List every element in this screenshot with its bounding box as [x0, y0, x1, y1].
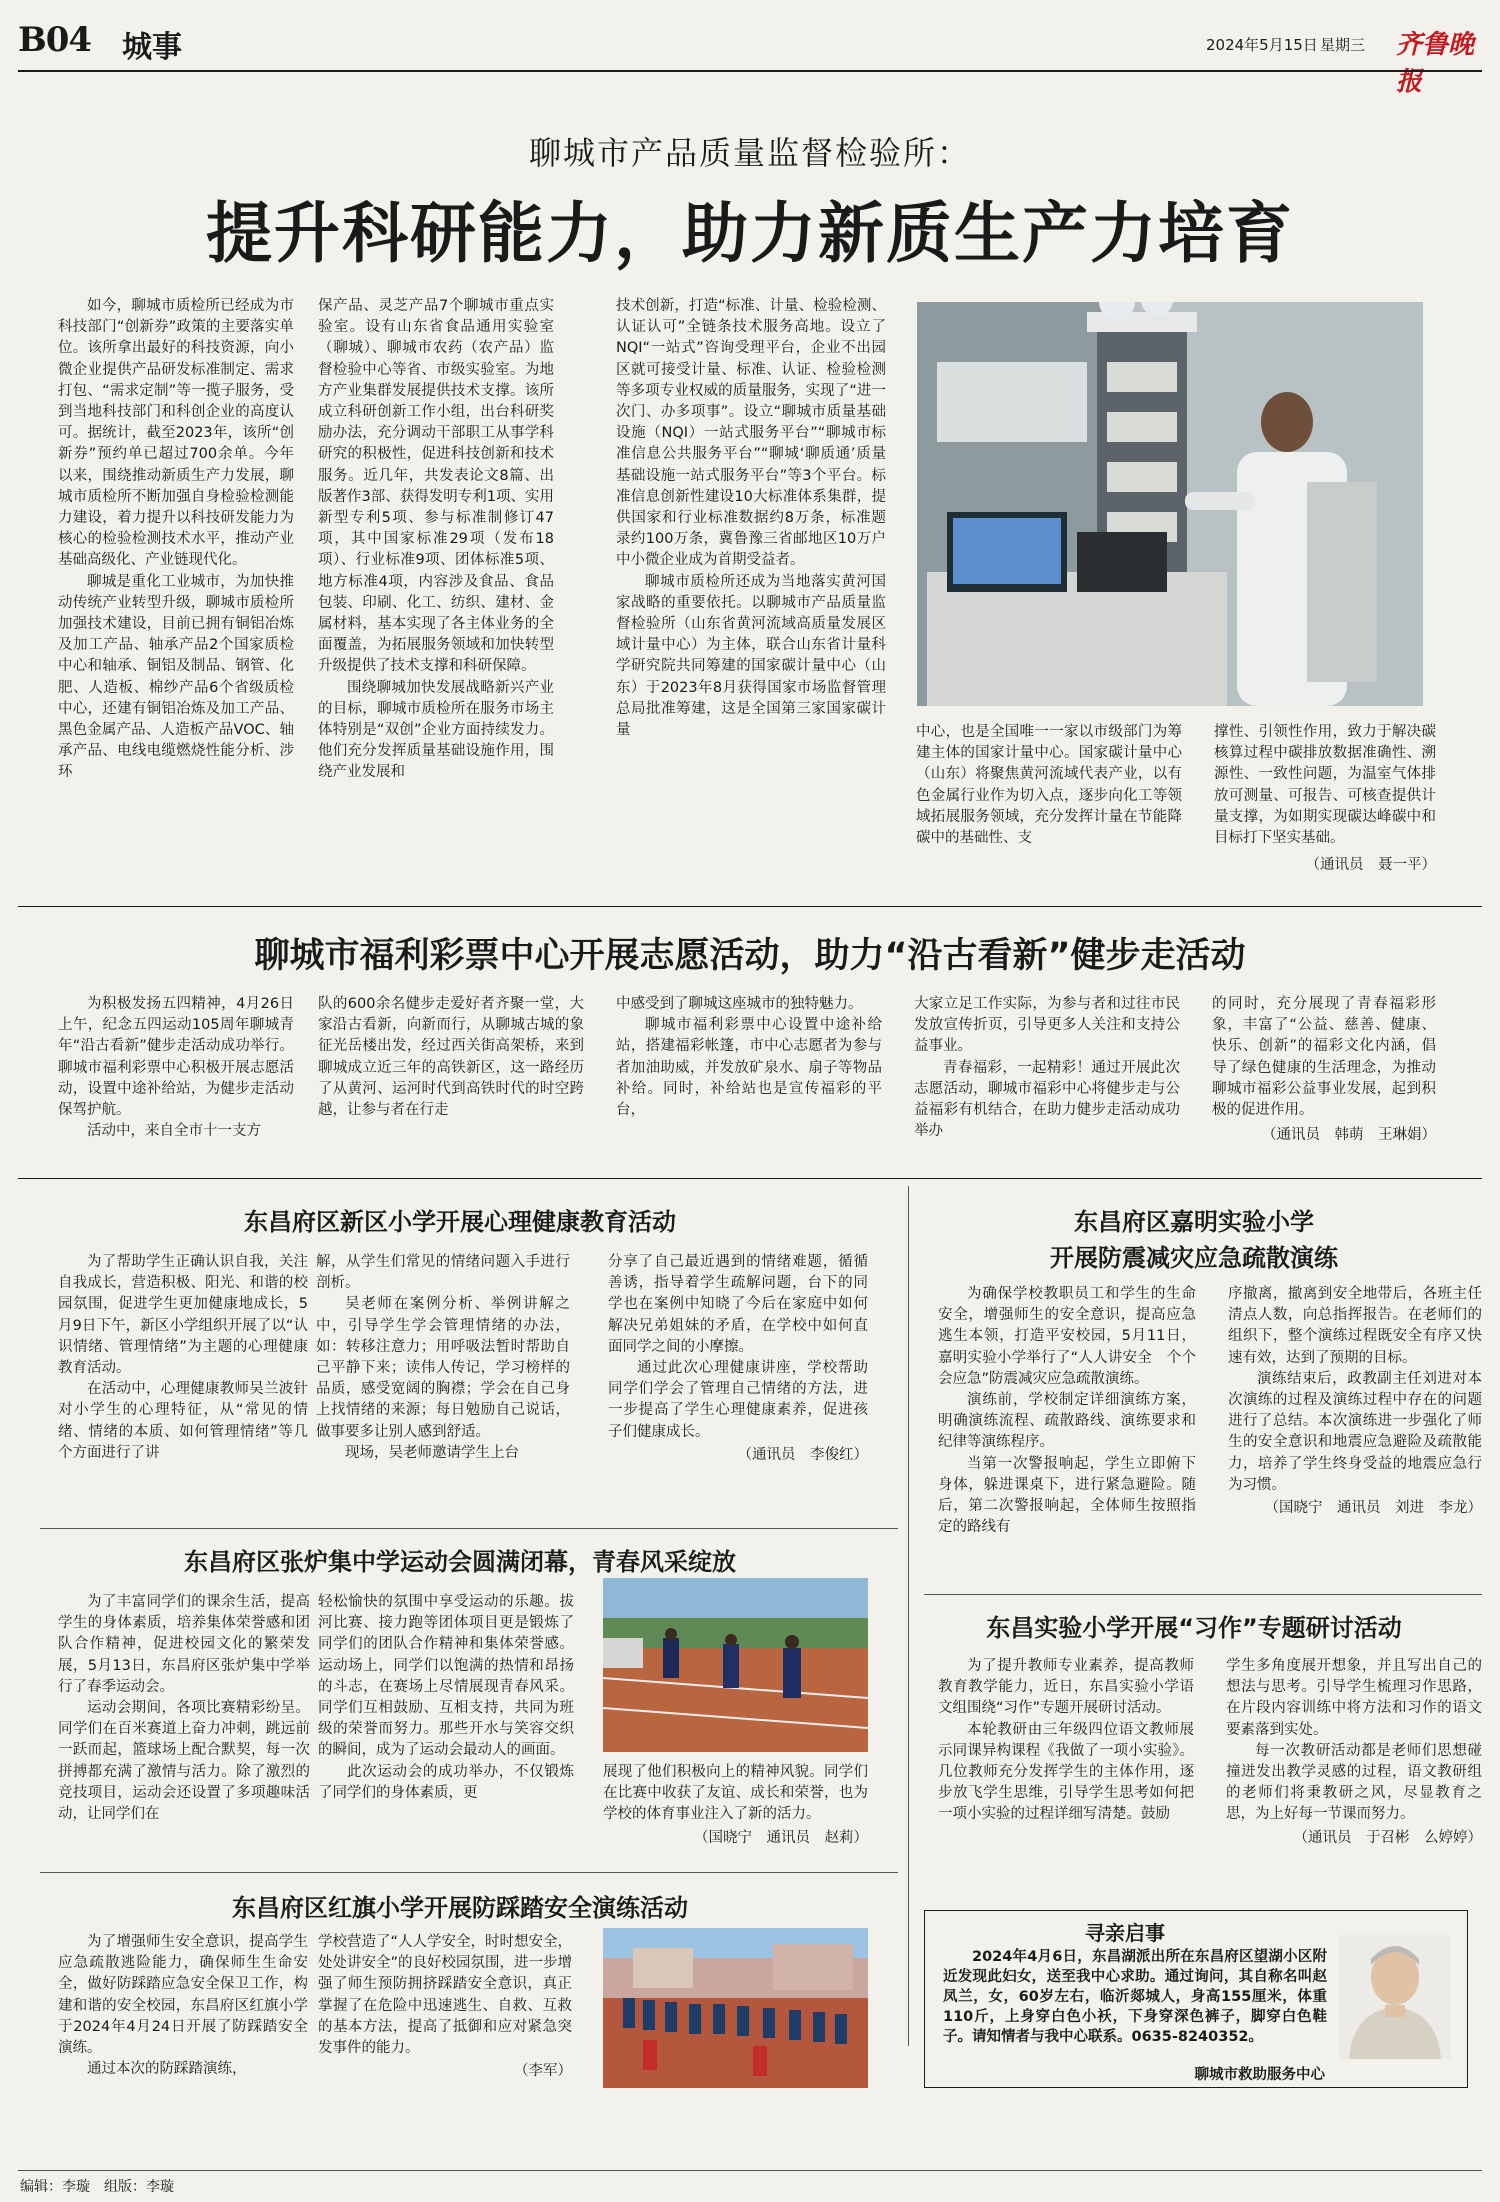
lottery-column-5 [1212, 994, 1436, 1164]
paragraph: 演练前，学校制定详细演练方案，明确演练流程、疏散路线、演练要求和纪律等演练程序。 [938, 1392, 1196, 1451]
safety-drill-photo [603, 1928, 868, 2088]
paragraph: 展现了他们积极向上的精神风貌。同学们在比赛中收获了友谊、成长和荣誉，也为学校的体育事业注入了新的活力。 [603, 1764, 868, 1823]
paragraph: 如今，聊城市质检所已经成为市科技部门“创新券”政策的主要落实单位。该所拿出最好的科技资源，向小微企业提供产品研发标准制定、需求打包、“需求定制”等一揽子服务，受到当地科技部门和科创企业的高度认可。据统计，截至2023年，该所“创新券”预约单已超过700余单。今年以来，围绕推动新质生产力发展，聊城市质检所不断加强自身检验检测能力建设，着力提升以科技研发能力为核心的检验检测技术水平，推动产业基础高级化、产业链现代化。 [58, 298, 294, 569]
paragraph: 中心，也是全国唯一一家以市级部门为筹建主体的国家计量中心。国家碳计量中心（山东）将聚焦黄河流域代表产业，以有色金属行业作为切入点，逐步向化工等领域拓展服务领域，充分发挥计量在节能降碳中的基础性、支 [916, 724, 1182, 847]
hongqi-headline: 东昌府区红旗小学开展防踩踏安全演练活动 [232, 1894, 688, 1922]
jiaming-headline-1: 东昌府区嘉明实验小学 [1074, 1208, 1314, 1236]
hongqi-column-2 [318, 1932, 572, 2148]
safety-drill-art [603, 1928, 868, 2088]
jiaming-headline-2: 开展防震减灾应急疏散演练 [1050, 1244, 1338, 1272]
paragraph: 大家立足工作实际，为参与者和过往市民发放宣传折页，引导更多人关注和支持公益事业。 [914, 996, 1180, 1055]
lottery-column-3 [616, 994, 882, 1164]
paragraph: 为了增强师生安全意识，提高学生应急疏散逃险能力，确保师生生命安全，做好防踩踏应急安全保卫工作，构建和谐的安全校园，东昌府区红旗小学于2024年4月24日开展了防踩踏安全演练。 [58, 1934, 308, 2057]
paragraph: 为了丰富同学们的课余生活，提高学生的身体素质，培养集体荣誉感和团队合作精神，促进校园文化的繁荣发展，5月13日，东昌府区张炉集中学举行了春季运动会。 [58, 1594, 310, 1695]
paragraph: 运动会期间，各项比赛精彩纷呈。同学们在百米赛道上奋力冲刺，跳远前一跃而起，篮球场上配合默契，每一次拼搏都充满了激情与活力。除了激烈的竞技项目，运动会还设置了多项趣味活动，让同学们在 [58, 1700, 310, 1823]
zhanglu-column-3 [603, 1762, 868, 1858]
lead-column-1 [58, 296, 294, 892]
lead-column-4 [916, 722, 1182, 892]
paragraph: 轻松愉快的氛围中享受运动的乐趣。拔河比赛、接力跑等团体项目更是锻炼了同学们的团队合作精神和集体荣誉感。运动场上，同学们以饱满的热情和昂扬的斗志，在赛场上尽情展现青春风采。同学们互相鼓励、互相支持，共同为班级的荣誉而努力。那些开水与笑容交织的瞬间，成为了运动会最动人的画面。 [318, 1594, 574, 1759]
lead-column-2 [318, 296, 554, 892]
paragraph: 聊城市福利彩票中心设置中途补给站，搭建福彩帐篷，市中心志愿者为参与者加油助威，并发放矿泉水、扇子等物品补给。同时，补给站也是宣传福彩的平台， [616, 1017, 882, 1119]
lottery-column-2 [318, 994, 584, 1164]
byline: （通讯员 李俊红） [737, 1446, 868, 1463]
paragraph: 在活动中，心理健康教师吴兰波针对小学生的心理特征，从“常见的情绪、情绪的本质、如何管理情绪”等几个方面进行了讲 [58, 1381, 308, 1461]
byline: （国晓宁 通讯员 赵莉） [694, 1829, 868, 1846]
paragraph: 聊城市质检所还成为当地落实黄河国家战略的重要依托。以聊城市产品质量监督检验所（山东省黄河流域高质量发展区域计量中心）为主体，联合山东省计量科学研究院共同筹建的国家碳计量中心（山东）于2023年8月获得国家市场监督管理总局批准筹建，这是全国第三家国家碳计量 [616, 573, 886, 739]
paragraph: 为了提升教师专业素养，提高教师教育教学能力，近日，东昌实验小学语文组围绕“习作”专题开展研讨活动。 [938, 1658, 1194, 1717]
paragraph: 聊城是重化工业城市，为加快推动传统产业转型升级，聊城市质检所加强技术建设，目前已拥有铜铝冶炼及加工产品、轴承产品2个国家质检中心和轴承、铜铝及制品、钢管、化肥、人造板、棉纱产品6个省级质检中心，还建有铜铝冶炼及加工产品、黑色金属产品、人造板产品VOC、轴承产品、电线电缆燃烧性能分析、涉环 [58, 573, 294, 781]
xizuo-column-1 [938, 1656, 1194, 1896]
paragraph: 本轮教研由三年级四位语文教师展示同课异构课程《我做了一项小实验》。几位教师充分发挥学生的主体作用，逐步放飞学生思维，引导学生思考如何把一项小实验的过程详细写清楚。鼓励 [938, 1721, 1194, 1823]
paragraph: 的同时，充分展现了青春福彩形象，丰富了“公益、慈善、健康、快乐、创新”的福彩文化内涵，倡导了绿色健康的生活理念，为推动聊城市福彩公益事业发展，起到积极的促进作用。 [1212, 996, 1436, 1119]
zhanglu-column-1 [58, 1592, 310, 1860]
paragraph: 分享了自己最近遇到的情绪难题，循循善诱，指导着学生疏解问题，台下的同学也在案例中知晓了今后在家庭中如何解决兄弟姐妹的矛盾，在学校中如何直面同学之间的小摩擦。 [608, 1254, 868, 1355]
byline: （国晓宁 通讯员 刘进 李龙） [1264, 1500, 1482, 1517]
section-name: 城事 [122, 30, 182, 65]
paragraph: 吴老师在案例分析、举例讲解之中，引导学生学会管理情绪的办法，如：转移注意力；用呼吸法暂时帮助自己平静下来；读伟人传记，学习榜样的品质，感受宽阔的胸襟；学会在自己身上找情绪的来源；每日勉励自己说话，做事要多让别人感到舒适。 [316, 1296, 570, 1440]
paragraph: 当第一次警报响起，学生立即俯下身体，躲进课桌下，进行紧急避险。随后，第二次警报响起，全体师生按照指定的路线有 [938, 1455, 1196, 1536]
lead-column-3 [616, 296, 886, 892]
paragraph: 序撤离，撤离到安全地带后，各班主任清点人数，向总指挥报告。在老师们的组织下，整个演练过程既安全有序又快速有效，达到了预期的目标。 [1228, 1286, 1482, 1366]
notice-body: 2024年4月6日，东昌湖派出所在东昌府区望湖小区附近发现此妇女，送至我中心求助。通过询问，其自称名叫赵凤兰，女，60岁左右，临沂郯城人，身高155厘米，体重110斤，上身穿白色小袄，下身穿深色裤子，脚穿白色鞋子。请知情者与我中心联系。0635-8240352。 [943, 1949, 1327, 2045]
issue-weekday: 星期三 [1320, 36, 1366, 54]
lottery-column-1 [58, 994, 294, 1164]
issue-date: 2024年5月15日 [1206, 36, 1318, 54]
paragraph: 学校营造了“人人学安全，时时想安全，处处讲安全”的良好校园氛围，进一步增强了师生预防拥挤踩踏安全意识，真正掌握了在危险中迅速逃生、自救、互救的基本方法，提高了抵御和应对紧急突发事件的能力。 [318, 1934, 572, 2057]
lab-photo [917, 302, 1423, 706]
page-code: B04 [18, 20, 92, 60]
paragraph: 通过本次的防踩踏演练， [87, 2061, 247, 2078]
xinqu-headline: 东昌府区新区小学开展心理健康教育活动 [244, 1208, 676, 1236]
paragraph: 技术创新，打造“标准、计量、检验检测、认证认可”全链条技术服务高地。设立了NQI“一站式”咨询受理平台，企业不出园区就可接受计量、标准、认证、检验检测等多项专业权威的质量服务，实现了“进一次门、办多项事”。设立“聊城市质量基础设施（NQI）一站式服务平台”“聊城市标准信息公共服务平台”“聊城‘聊质通’质量基础设施一站式服务平台”等3个平台。标准信息创新性建设10大标准体系集群，提供国家和行业标准数据约8万条，标准题录约100万条，冀鲁豫三省邮地区10万户中小微企业成为首期受益者。 [616, 298, 886, 569]
paragraph: 解，从学生们常见的情绪问题入手进行剖析。 [316, 1254, 570, 1292]
hongqi-column-1 [58, 1932, 308, 2148]
missing-person-photo [1339, 1935, 1451, 2059]
xinqu-column-2 [316, 1252, 570, 1514]
paragraph: 演练结束后，政教副主任刘进对本次演练的过程及演练过程中存在的问题进行了总结。本次演练进一步强化了师生的安全意识和地震应急避险及疏散能力，培养了学生终身受益的地震应急行为习惯。 [1228, 1370, 1482, 1493]
paragraph: 保产品、灵芝产品7个聊城市重点实验室。设有山东省食品通用实验室（聊城）、聊城市农药（农产品）监督检验中心等省、市级实验室。为地方产业集群发展提供技术支撑。该所成立科研创新工作小组，出台科研奖励办法，充分调动干部职工从事学科研究的积极性，促进科技创新和技术服务。近几年，共发表论文8篇、出版著作3部、获得发明专利1项、实用新型专利5项、参与标准制修订47项，其中国家标准29项（发布18项）、行业标准9项、团体标准5项、地方标准4项，内容涉及食品、食品包装、印刷、化工、纺织、建材、金属材料，基本实现了各主体业务的全面覆盖，为拓展服务领域和加快转型升级提供了技术支撑和科研保障。 [318, 298, 554, 675]
sports-meet-photo [603, 1578, 868, 1752]
lab-photo-art [917, 302, 1423, 706]
paper-logo: 齐鲁晚报 [1396, 30, 1475, 97]
paragraph: 此次运动会的成功举办，不仅锻炼了同学们的身体素质，更 [318, 1763, 574, 1801]
zhanglu-column-2 [318, 1592, 574, 1860]
paragraph: 每一次教研活动都是老师们思想碰撞迸发出教学灵感的过程，语文教研组的老师们将秉教研之风，尽显教育之思，为上好每一节课而努力。 [1226, 1742, 1482, 1823]
missing-person-notice [924, 1910, 1468, 2088]
lead-column-5 [1214, 722, 1436, 892]
editor-credit: 编辑：李璇 组版：李璇 [20, 2179, 174, 2195]
byline: （李军） [514, 2063, 572, 2080]
sports-meet-art [603, 1578, 868, 1752]
lottery-headline: 聊城市福利彩票中心开展志愿活动，助力“沿古看新”健步走活动 [254, 936, 1246, 976]
paragraph: 通过此次心理健康讲座，学校帮助同学们学会了管理自己情绪的方法，进一步提高了学生心理健康素养，促进孩子们健康成长。 [608, 1360, 868, 1440]
xinqu-column-1 [58, 1252, 308, 1514]
paragraph: 中感受到了聊城这座城市的独特魅力。 [616, 996, 863, 1012]
paragraph: 学生多角度展开想象，并且写出自己的想法与思考。引导学生梳理习作思路，在片段内容训练中将方法和习作的语文要素落到实处。 [1226, 1658, 1482, 1738]
xizuo-column-2 [1226, 1656, 1482, 1896]
paragraph: 为了帮助学生正确认识自我，关注自我成长，营造积极、阳光、和谐的校园氛围，促进学生更加健康地成长，5月9日下午，新区小学组织开展了以“认识情绪、管理情绪”为主题的心理健康教育活动。 [58, 1254, 308, 1377]
byline: （通讯员 于召彬 么婷婷） [1293, 1829, 1482, 1846]
paragraph: 为确保学校教职员工和学生的生命安全，增强师生的安全意识，提高应急逃生本领，打造平安校园，5月11日，嘉明实验小学举行了“人人讲安全 个个会应急”防震减灾应急疏散演练。 [938, 1286, 1196, 1387]
jiaming-column-2 [1228, 1284, 1482, 1584]
notice-title: 寻亲启事 [1085, 1921, 1165, 1945]
lead-kicker: 聊城市产品质量监督检验所： [528, 134, 971, 172]
paragraph: 队的600余名健步走爱好者齐聚一堂，大家沿古看新，向新而行，从聊城古城的象征光岳楼出发，经过西关街高架桥，来到聊城成立近三年的高铁新区，这一路经历了从黄河、运河时代到高铁时代的时空跨越，让参与者在行走 [318, 996, 584, 1119]
lead-headline: 提升科研能力，助力新质生产力培育 [206, 194, 1294, 272]
masthead [18, 18, 1482, 97]
xizuo-headline: 东昌实验小学开展“习作”专题研讨活动 [986, 1614, 1402, 1642]
paragraph: 围绕聊城加快发展战略新兴产业的目标，聊城市质检所在服务市场主体特别是“双创”企业方面持续发力。他们充分发挥质量基础设施作用，围绕产业发展和 [318, 679, 554, 781]
paragraph: 为积极发扬五四精神，4月26日上午，纪念五四运动105周年聊城青年“沿古看新”健步走活动成功举行。聊城市福利彩票中心积极开展志愿活动，设置中途补给站，为健步走活动保驾护航。 [58, 996, 294, 1119]
paragraph: 活动中，来自全市十一支方 [87, 1123, 261, 1140]
paragraph: 现场，吴老师邀请学生上台 [345, 1444, 519, 1461]
jiaming-column-1 [938, 1284, 1196, 1584]
zhanglu-headline: 东昌府区张炉集中学运动会圆满闭幕，青春风采绽放 [184, 1548, 736, 1576]
notice-org: 聊城市救助服务中心 [1194, 2067, 1325, 2083]
lottery-column-4 [914, 994, 1180, 1164]
byline: （通讯员 聂一平） [1305, 857, 1436, 874]
paragraph: 青春福彩，一起精彩！通过开展此次志愿活动，聊城市福彩中心将健步走与公益福彩有机结合，在助力健步走活动成功举办 [914, 1059, 1180, 1140]
paragraph: 撑性、引领性作用，致力于解决碳核算过程中碳排放数据准确性、溯源性、一致性问题，为温室气体排放可测量、可报告、可核查提供计量支撑，为如期实现碳达峰碳中和目标打下坚实基础。 [1214, 724, 1436, 847]
byline: （通讯员 韩萌 王琳娟） [1262, 1127, 1436, 1144]
portrait-art [1339, 1935, 1451, 2059]
xinqu-column-3 [608, 1252, 868, 1514]
